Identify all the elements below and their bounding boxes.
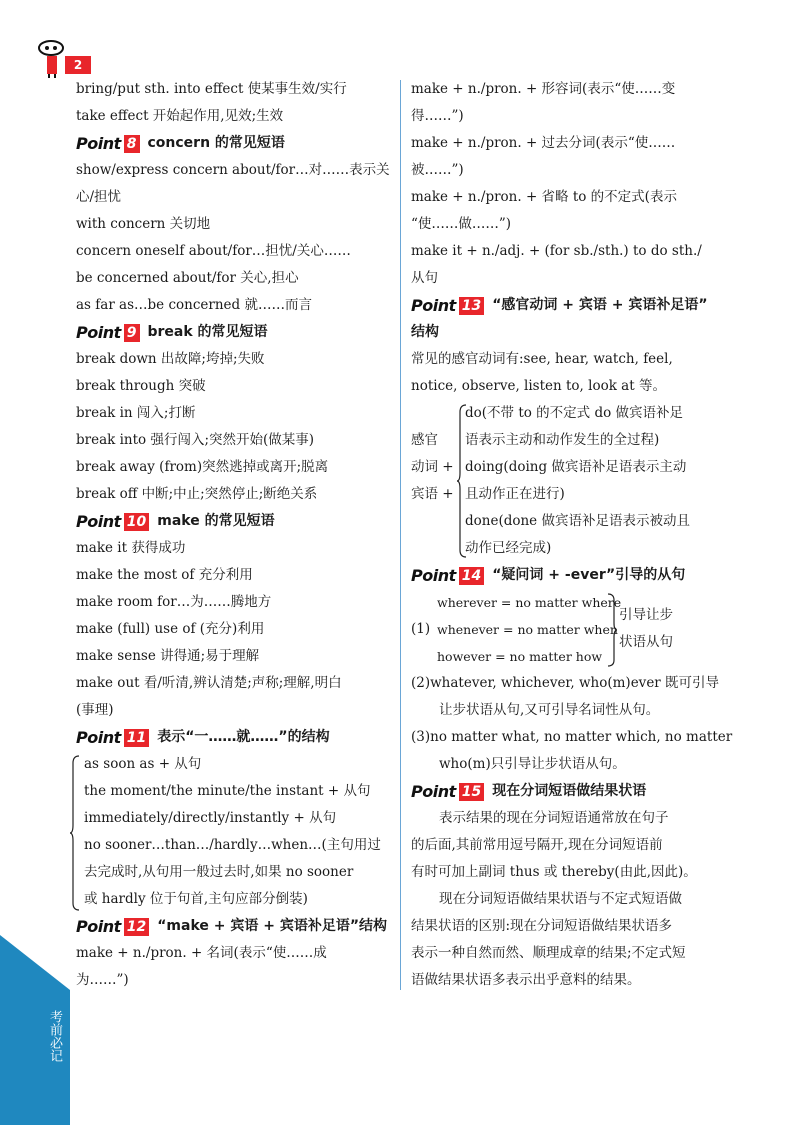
- point-number-badge: 15: [459, 783, 484, 801]
- point-title: “疑问词 + -ever”引导的从句: [492, 567, 686, 583]
- text-line: make it + n./adj. + (for sb./sth.) to do sth./: [411, 243, 702, 259]
- text-line: make out 看/听清,辨认清楚;声称;理解,明白: [76, 675, 342, 691]
- text-line: doing(doing 做宾语补足语表示主动: [465, 459, 687, 475]
- text-line: be concerned about/for 关心,担心: [76, 270, 299, 286]
- point-14-heading: [411, 562, 731, 589]
- point-number-badge: 9: [124, 324, 140, 342]
- text-line: 动作已经完成): [465, 540, 552, 556]
- text-line: break into 强行闯入;突然开始(做某事): [76, 432, 315, 448]
- text-line: break in 闯入;打断: [76, 405, 196, 421]
- point-10-heading: [76, 508, 392, 535]
- text-line: 或 hardly 位于句首,主句应部分倒装): [84, 891, 308, 907]
- point-number-badge: 12: [124, 918, 149, 936]
- text-line: 为……”): [76, 972, 129, 988]
- page-number: 2: [65, 56, 91, 74]
- text-line: 引导让步: [619, 607, 673, 623]
- text-line: 心/担忧: [76, 189, 122, 205]
- text-line: however = no matter how: [437, 649, 603, 664]
- ever-equivalents: [437, 589, 621, 670]
- point-14-item-1: [411, 589, 731, 670]
- left-brace-icon: [70, 755, 80, 911]
- text-line: wherever = no matter where: [437, 595, 622, 610]
- text-line: 被……”): [411, 162, 464, 178]
- text-line: notice, observe, listen to, look at 等。: [411, 378, 666, 394]
- point-13-brace-diagram: [411, 400, 731, 562]
- point-13-heading-cont: [411, 319, 731, 346]
- point-number-badge: 14: [459, 567, 484, 585]
- point-11-heading: [76, 724, 392, 751]
- text-line: bring/put sth. into effect 使某事生效/实行: [76, 81, 347, 97]
- text-line: 从句: [411, 270, 438, 286]
- column-divider: [400, 80, 401, 990]
- text-line: 得……”): [411, 108, 464, 124]
- point-title: break 的常见短语: [147, 324, 268, 340]
- text-line: make (full) use of (充分)利用: [76, 621, 265, 637]
- text-line: do(不带 to 的不定式 do 做宾语补足: [465, 405, 684, 421]
- text-line: make + n./pron. + 过去分词(表示“使……: [411, 135, 676, 151]
- point-label: Point: [76, 134, 121, 153]
- point-label: Point: [76, 728, 121, 747]
- brace-right-options: [465, 400, 690, 562]
- left-column: [76, 76, 392, 994]
- text-line: 语表示主动和动作发生的全过程): [465, 432, 660, 448]
- text-line: concern oneself about/for…担忧/关心……: [76, 243, 351, 259]
- text-line: make it 获得成功: [76, 540, 186, 556]
- text-line: make + n./pron. + 名词(表示“使……成: [76, 945, 327, 961]
- text-line: (3)no matter what, no matter which, no matter: [411, 729, 733, 745]
- text-line: (事理): [76, 702, 114, 718]
- text-line: make sense 讲得通;易于理解: [76, 648, 260, 664]
- point-13-heading: [411, 292, 731, 319]
- text-line: break away (from)突然逃掉或离开;脱离: [76, 459, 329, 475]
- text-line: (2)whatever, whichever, who(m)ever 既可引导: [411, 675, 720, 691]
- text-line: 常见的感官动词有:see, hear, watch, feel,: [411, 351, 673, 367]
- point-label: Point: [76, 323, 121, 342]
- text-line: whenever = no matter when: [437, 622, 618, 637]
- text-line: 状语从句: [619, 634, 673, 650]
- text-line: the moment/the minute/the instant + 从句: [84, 783, 371, 799]
- text-line: make room for…为……腾地方: [76, 594, 272, 610]
- text-line: 语做结果状语多表示出乎意料的结果。: [411, 972, 641, 988]
- text-line: 动词 +: [411, 459, 454, 475]
- text-line: 感官: [411, 432, 438, 448]
- text-line: take effect 开始起作用,见效;生效: [76, 108, 284, 124]
- text-line: 现在分词短语做结果状语与不定式短语做: [439, 891, 682, 907]
- point-12-heading: [76, 913, 392, 940]
- point-15-heading: [411, 778, 731, 805]
- text-line: 的后面,其前常用逗号隔开,现在分词短语前: [411, 837, 663, 853]
- text-line: 有时可加上副词 thus 或 thereby(由此,因此)。: [411, 864, 697, 880]
- text-line: 结果状语的区别:现在分词短语做结果状语多: [411, 918, 673, 934]
- point-number-badge: 11: [124, 729, 149, 747]
- point-9-heading: [76, 319, 392, 346]
- point-number-badge: 13: [459, 297, 484, 315]
- point-label: Point: [411, 566, 456, 585]
- text-line: make the most of 充分利用: [76, 567, 253, 583]
- text-line: make + n./pron. + 省略 to 的不定式(表示: [411, 189, 677, 205]
- text-line: 让步状语从句,又可引导名词性从句。: [439, 702, 660, 718]
- text-line: break off 中断;中止;突然停止;断绝关系: [76, 486, 318, 502]
- text-line: 宾语 +: [411, 486, 454, 502]
- side-tab: [0, 0, 70, 1125]
- point-label: Point: [411, 296, 456, 315]
- point-11-brace-list: [76, 751, 392, 913]
- text-line: immediately/directly/instantly + 从句: [84, 810, 337, 826]
- text-line: who(m)只引导让步状语从句。: [439, 756, 626, 772]
- text-line: make + n./pron. + 形容词(表示“使……变: [411, 81, 676, 97]
- point-8-heading: [76, 130, 392, 157]
- point-number-badge: 10: [124, 513, 149, 531]
- text-line: “使……做……”): [411, 216, 512, 232]
- text-line: break down 出故障;垮掉;失败: [76, 351, 265, 367]
- text-line: break through 突破: [76, 378, 206, 394]
- text-line: show/express concern about/for…对……表示关: [76, 162, 390, 178]
- text-line: no sooner…than…/hardly…when…(主句用过: [84, 837, 381, 853]
- text-line: 表示结果的现在分词短语通常放在句子: [439, 810, 669, 826]
- point-title: concern 的常见短语: [147, 135, 285, 151]
- item-1-result: [619, 602, 673, 656]
- point-title: make 的常见短语: [157, 513, 275, 529]
- point-title: 现在分词短语做结果状语: [492, 783, 647, 799]
- mascot-icon: [34, 38, 68, 78]
- point-label: Point: [411, 782, 456, 801]
- item-label: (1): [411, 621, 431, 637]
- point-label: Point: [76, 512, 121, 531]
- point-number-badge: 8: [124, 135, 140, 153]
- brace-left-labels: [411, 427, 454, 508]
- text-line: 去完成时,从句用一般过去时,如果 no sooner: [84, 864, 354, 880]
- point-title: “感官动词 + 宾语 + 宾语补足语”: [492, 297, 708, 313]
- text-line: 表示一种自然而然、顺理成章的结果;不定式短: [411, 945, 686, 961]
- right-column: [411, 76, 731, 994]
- text-line: with concern 关切地: [76, 216, 211, 232]
- text-line: as far as…be concerned 就……而言: [76, 297, 312, 313]
- right-brace-icon: [607, 593, 617, 667]
- point-title: “make + 宾语 + 宾语补足语”结构: [157, 918, 388, 934]
- text-line: 且动作正在进行): [465, 486, 565, 502]
- point-title: 表示“一……就……”的结构: [157, 729, 330, 745]
- point-label: Point: [76, 917, 121, 936]
- text-line: done(done 做宾语补足语表示被动且: [465, 513, 690, 529]
- text-line: as soon as + 从句: [84, 756, 202, 772]
- point-title-continued: 结构: [411, 324, 439, 340]
- side-tab-label: 考前必记: [47, 1010, 62, 1062]
